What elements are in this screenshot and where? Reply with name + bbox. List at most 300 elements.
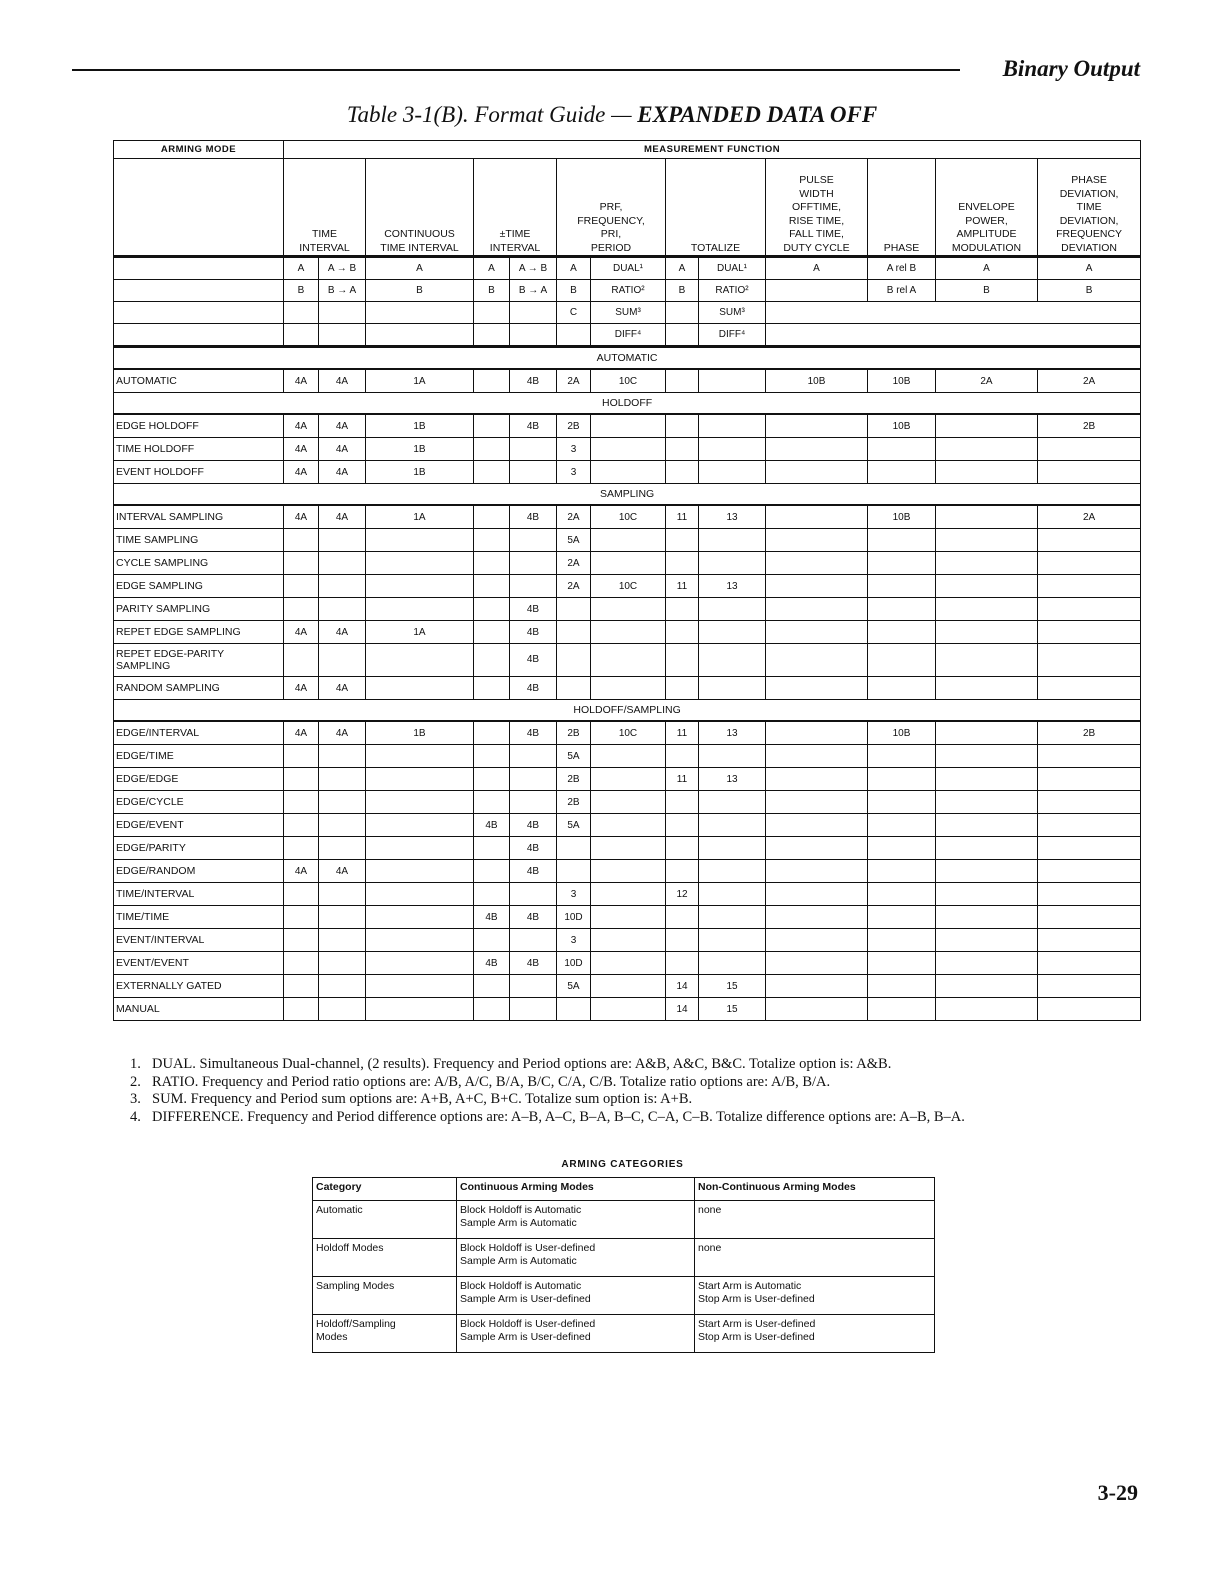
format-cell: 14: [666, 998, 699, 1021]
format-cell: [1038, 814, 1141, 837]
format-cell: [591, 461, 666, 484]
format-cell: [319, 837, 366, 860]
table-row: [114, 598, 1141, 621]
format-cell: 2B: [1038, 414, 1141, 438]
footnote-text: RATIO. Frequency and Period ratio options are: A/B, A/C, B/A, B/C, C/A, C/B. Totalize ratio options are: A/B, B/A.: [152, 1073, 831, 1090]
format-cell: [699, 461, 766, 484]
format-cell: 2A: [557, 505, 591, 529]
category-header: Category: [313, 1178, 457, 1201]
format-cell: 4B: [474, 814, 510, 837]
channel-cell: SUM³: [699, 302, 766, 324]
channel-cell: A rel B: [868, 257, 936, 280]
format-cell: [1038, 575, 1141, 598]
format-cell: 4A: [284, 438, 319, 461]
format-cell: [699, 621, 766, 644]
format-cell: [474, 598, 510, 621]
table-row: [114, 860, 1141, 883]
format-cell: [591, 768, 666, 791]
category-cell: Holdoff/Sampling Modes: [313, 1315, 457, 1353]
format-cell: 4A: [284, 860, 319, 883]
category-header-row: [313, 1178, 935, 1201]
channel-cell: A: [766, 257, 868, 280]
arming-mode-label: EXTERNALLY GATED: [114, 975, 284, 998]
format-cell: [1038, 929, 1141, 952]
format-cell: 13: [699, 721, 766, 745]
footnotes: [130, 1056, 965, 1126]
format-cell: [1038, 677, 1141, 700]
channel-cell: A: [284, 257, 319, 280]
category-cell: Block Holdoff is Automatic Sample Arm is Automatic: [457, 1201, 695, 1239]
format-cell: 4A: [319, 677, 366, 700]
channel-cell: [510, 324, 557, 347]
format-cell: [474, 998, 510, 1021]
format-cell: 4B: [510, 677, 557, 700]
table-row: [114, 505, 1141, 529]
channel-cell: DUAL¹: [699, 257, 766, 280]
arming-mode-label: REPET EDGE-PARITY SAMPLING: [114, 644, 284, 677]
format-cell: [557, 598, 591, 621]
format-cell: [936, 552, 1038, 575]
channel-cell: DIFF⁴: [699, 324, 766, 347]
format-cell: [474, 883, 510, 906]
format-cell: 14: [666, 975, 699, 998]
format-cell: [766, 677, 868, 700]
format-cell: 10C: [591, 721, 666, 745]
format-cell: [666, 414, 699, 438]
function-header: TOTALIZE: [666, 159, 766, 257]
format-cell: 4B: [510, 644, 557, 677]
format-cell: [868, 860, 936, 883]
table-row: [114, 745, 1141, 768]
arming-mode-label: EDGE/EVENT: [114, 814, 284, 837]
blank-cell: [114, 324, 284, 347]
format-cell: [1038, 791, 1141, 814]
format-cell: [936, 438, 1038, 461]
format-cell: [699, 837, 766, 860]
format-cell: [366, 598, 474, 621]
format-cell: [766, 975, 868, 998]
format-cell: 4B: [510, 952, 557, 975]
format-cell: [766, 505, 868, 529]
format-cell: 4A: [319, 414, 366, 438]
format-cell: [699, 860, 766, 883]
function-header-row: [114, 159, 1141, 257]
format-cell: [366, 745, 474, 768]
format-cell: 2A: [557, 575, 591, 598]
format-cell: [591, 929, 666, 952]
channel-cell: RATIO²: [591, 280, 666, 302]
format-cell: 2A: [557, 369, 591, 393]
channel-cell: [319, 302, 366, 324]
format-cell: 10B: [766, 369, 868, 393]
table-row: [114, 768, 1141, 791]
format-cell: [591, 529, 666, 552]
format-cell: 4A: [319, 438, 366, 461]
channel-cell: A: [474, 257, 510, 280]
format-cell: 4A: [284, 461, 319, 484]
format-cell: [936, 929, 1038, 952]
format-cell: [366, 529, 474, 552]
format-cell: 3: [557, 929, 591, 952]
format-cell: [591, 414, 666, 438]
format-cell: [557, 998, 591, 1021]
format-cell: [699, 414, 766, 438]
channel-cell: B: [936, 280, 1038, 302]
format-cell: [319, 883, 366, 906]
format-cell: [868, 837, 936, 860]
format-cell: [319, 906, 366, 929]
table-row: [114, 414, 1141, 438]
format-cell: [936, 745, 1038, 768]
table-row: [114, 929, 1141, 952]
format-guide-table: [113, 140, 1141, 1021]
page-number: 3-29: [1097, 1480, 1138, 1505]
format-cell: 2B: [557, 721, 591, 745]
arming-mode-label: EDGE/TIME: [114, 745, 284, 768]
format-cell: [319, 952, 366, 975]
format-cell: [868, 975, 936, 998]
format-cell: 10D: [557, 952, 591, 975]
format-cell: 1A: [366, 621, 474, 644]
format-cell: [284, 791, 319, 814]
format-cell: [666, 438, 699, 461]
format-cell: [868, 461, 936, 484]
format-cell: [1038, 768, 1141, 791]
format-cell: 4A: [319, 860, 366, 883]
format-cell: 13: [699, 505, 766, 529]
arming-mode-label: CYCLE SAMPLING: [114, 552, 284, 575]
function-header: PRF, FREQUENCY, PRI, PERIOD: [557, 159, 666, 257]
footnote-text: DUAL. Simultaneous Dual-channel, (2 results). Frequency and Period options are: A&B, A&C, B&C. Totalize option is: A&B.: [152, 1056, 892, 1072]
format-cell: [591, 952, 666, 975]
format-cell: [284, 837, 319, 860]
channel-cell: B: [1038, 280, 1141, 302]
format-cell: [510, 975, 557, 998]
arming-mode-header: ARMING MODE: [114, 141, 284, 159]
arming-mode-label: EDGE/CYCLE: [114, 791, 284, 814]
format-cell: 2B: [557, 414, 591, 438]
format-cell: 2B: [557, 768, 591, 791]
format-cell: [766, 883, 868, 906]
format-cell: 4A: [284, 677, 319, 700]
format-cell: 5A: [557, 975, 591, 998]
arming-mode-label: EDGE/PARITY: [114, 837, 284, 860]
format-cell: 4A: [284, 621, 319, 644]
format-cell: [699, 952, 766, 975]
format-cell: [936, 883, 1038, 906]
channel-cell: SUM³: [591, 302, 666, 324]
format-cell: [1038, 529, 1141, 552]
header-row: [114, 141, 1141, 159]
format-cell: [666, 791, 699, 814]
section-title: HOLDOFF: [114, 393, 1141, 415]
format-cell: [510, 461, 557, 484]
format-cell: [699, 529, 766, 552]
format-cell: 4A: [284, 721, 319, 745]
format-cell: [319, 644, 366, 677]
format-cell: [936, 837, 1038, 860]
format-cell: [366, 929, 474, 952]
format-cell: [474, 768, 510, 791]
format-cell: [868, 644, 936, 677]
format-cell: [510, 575, 557, 598]
format-cell: [699, 745, 766, 768]
arming-mode-label: EDGE/EDGE: [114, 768, 284, 791]
format-cell: [766, 929, 868, 952]
format-cell: 10B: [868, 505, 936, 529]
format-cell: 2A: [1038, 505, 1141, 529]
format-cell: [766, 860, 868, 883]
format-cell: [591, 906, 666, 929]
format-cell: [510, 929, 557, 952]
section-row: [114, 484, 1141, 506]
footnote-number: 1.: [130, 1056, 141, 1072]
format-cell: [319, 791, 366, 814]
format-cell: 3: [557, 461, 591, 484]
arming-mode-label: EVENT/EVENT: [114, 952, 284, 975]
channel-cell: [284, 324, 319, 347]
format-cell: [868, 883, 936, 906]
format-cell: 4B: [474, 952, 510, 975]
format-cell: [591, 998, 666, 1021]
format-cell: 2A: [557, 552, 591, 575]
format-cell: 11: [666, 575, 699, 598]
format-cell: [766, 621, 868, 644]
format-cell: 10D: [557, 906, 591, 929]
category-cell: Start Arm is Automatic Stop Arm is User-defined: [695, 1277, 935, 1315]
format-cell: 11: [666, 768, 699, 791]
format-cell: [868, 814, 936, 837]
table-row: [114, 575, 1141, 598]
format-cell: 2A: [1038, 369, 1141, 393]
format-cell: [699, 677, 766, 700]
table-row: [114, 552, 1141, 575]
category-cell: none: [695, 1239, 935, 1277]
format-cell: [557, 860, 591, 883]
format-cell: [474, 791, 510, 814]
table-row: [114, 721, 1141, 745]
format-cell: [591, 677, 666, 700]
format-cell: [591, 837, 666, 860]
format-cell: 4B: [510, 721, 557, 745]
format-cell: [666, 745, 699, 768]
format-cell: [936, 414, 1038, 438]
format-cell: [284, 745, 319, 768]
format-cell: [319, 552, 366, 575]
format-cell: 10C: [591, 575, 666, 598]
arming-mode-label: EVENT/INTERVAL: [114, 929, 284, 952]
format-cell: [936, 998, 1038, 1021]
arming-mode-label: TIME HOLDOFF: [114, 438, 284, 461]
channel-row: [114, 302, 1141, 324]
format-cell: [591, 791, 666, 814]
blank-cell: [766, 324, 1141, 347]
format-cell: [699, 791, 766, 814]
category-row: [313, 1201, 935, 1239]
blank-cell: [766, 302, 1141, 324]
footnote: [130, 1074, 965, 1092]
format-cell: [766, 644, 868, 677]
function-header: CONTINUOUS TIME INTERVAL: [366, 159, 474, 257]
format-cell: [366, 791, 474, 814]
format-cell: [474, 438, 510, 461]
format-cell: [366, 768, 474, 791]
format-cell: 4B: [510, 814, 557, 837]
blank-cell: [114, 257, 284, 280]
format-cell: [474, 529, 510, 552]
channel-cell: A → B: [510, 257, 557, 280]
footnote-number: 2.: [130, 1073, 141, 1090]
blank-cell: [114, 159, 284, 257]
format-cell: [319, 598, 366, 621]
format-cell: [510, 883, 557, 906]
format-cell: [766, 745, 868, 768]
format-cell: [510, 791, 557, 814]
format-cell: [284, 906, 319, 929]
table-title-prefix: Table 3-1(B). Format Guide —: [346, 102, 638, 127]
format-cell: 12: [666, 883, 699, 906]
format-cell: [366, 883, 474, 906]
format-cell: [868, 998, 936, 1021]
format-cell: [474, 369, 510, 393]
format-cell: [936, 621, 1038, 644]
format-cell: [868, 791, 936, 814]
format-cell: [666, 621, 699, 644]
format-cell: [868, 906, 936, 929]
channel-cell: B: [284, 280, 319, 302]
format-cell: [699, 644, 766, 677]
format-cell: [284, 529, 319, 552]
format-cell: [936, 461, 1038, 484]
format-cell: 10B: [868, 414, 936, 438]
footnote-number: 4.: [130, 1108, 141, 1125]
table-row: [114, 814, 1141, 837]
format-cell: [366, 952, 474, 975]
format-cell: [766, 998, 868, 1021]
format-cell: [699, 929, 766, 952]
format-cell: 11: [666, 505, 699, 529]
arming-mode-label: REPET EDGE SAMPLING: [114, 621, 284, 644]
format-cell: [699, 438, 766, 461]
section-row: [114, 393, 1141, 415]
format-cell: [1038, 906, 1141, 929]
format-cell: [319, 998, 366, 1021]
format-cell: [474, 414, 510, 438]
format-cell: [284, 598, 319, 621]
channel-cell: B → A: [510, 280, 557, 302]
format-cell: [366, 998, 474, 1021]
format-cell: [766, 768, 868, 791]
format-cell: 1B: [366, 461, 474, 484]
format-cell: [699, 552, 766, 575]
footnote: [130, 1056, 965, 1074]
format-cell: [366, 975, 474, 998]
format-cell: 4B: [510, 369, 557, 393]
format-cell: [868, 529, 936, 552]
category-header: Non-Continuous Arming Modes: [695, 1178, 935, 1201]
channel-cell: DIFF⁴: [591, 324, 666, 347]
channel-cell: [557, 324, 591, 347]
channel-cell: A: [1038, 257, 1141, 280]
format-cell: [366, 837, 474, 860]
format-cell: [868, 745, 936, 768]
section-row: [114, 347, 1141, 370]
measurement-function-header: MEASUREMENT FUNCTION: [284, 141, 1141, 159]
format-cell: 4B: [510, 837, 557, 860]
channel-cell: [366, 302, 474, 324]
format-cell: [474, 505, 510, 529]
format-cell: [868, 621, 936, 644]
format-cell: [868, 438, 936, 461]
format-cell: 4A: [319, 369, 366, 393]
category-cell: Sampling Modes: [313, 1277, 457, 1315]
format-cell: 4A: [284, 505, 319, 529]
format-cell: [666, 952, 699, 975]
format-cell: [766, 552, 868, 575]
format-cell: [766, 721, 868, 745]
format-cell: [766, 438, 868, 461]
channel-cell: A: [557, 257, 591, 280]
format-cell: 4A: [319, 621, 366, 644]
format-cell: [474, 461, 510, 484]
format-cell: [1038, 745, 1141, 768]
format-cell: [766, 814, 868, 837]
table-row: [114, 677, 1141, 700]
format-cell: [936, 814, 1038, 837]
format-cell: [284, 552, 319, 575]
format-cell: [591, 621, 666, 644]
format-cell: [1038, 552, 1141, 575]
channel-cell: C: [557, 302, 591, 324]
channel-cell: DUAL¹: [591, 257, 666, 280]
format-cell: [666, 837, 699, 860]
category-row: [313, 1239, 935, 1277]
footnote-text: SUM. Frequency and Period sum options are: A+B, A+C, B+C. Totalize sum option is: A+B.: [152, 1091, 693, 1107]
channel-row: [114, 280, 1141, 302]
format-cell: [366, 644, 474, 677]
format-cell: [319, 575, 366, 598]
format-cell: 5A: [557, 529, 591, 552]
table-row: [114, 883, 1141, 906]
channel-cell: RATIO²: [699, 280, 766, 302]
format-cell: [510, 438, 557, 461]
format-cell: [936, 860, 1038, 883]
format-cell: [284, 998, 319, 1021]
header-rule: [72, 69, 960, 71]
format-cell: [666, 929, 699, 952]
format-cell: [474, 837, 510, 860]
arming-categories-table: [312, 1177, 935, 1353]
function-header: TIME INTERVAL: [284, 159, 366, 257]
format-cell: 10C: [591, 369, 666, 393]
channel-cell: A: [936, 257, 1038, 280]
format-cell: 4B: [510, 906, 557, 929]
format-cell: [474, 575, 510, 598]
format-cell: [936, 906, 1038, 929]
format-cell: 1B: [366, 721, 474, 745]
format-cell: 4A: [284, 414, 319, 438]
table-row: [114, 975, 1141, 998]
format-cell: 10B: [868, 721, 936, 745]
format-cell: [319, 929, 366, 952]
category-cell: Automatic: [313, 1201, 457, 1239]
category-cell: Block Holdoff is Automatic Sample Arm is User-defined: [457, 1277, 695, 1315]
channel-cell: [284, 302, 319, 324]
format-cell: [766, 461, 868, 484]
format-cell: [319, 529, 366, 552]
table-row: [114, 644, 1141, 677]
channel-cell: [366, 324, 474, 347]
